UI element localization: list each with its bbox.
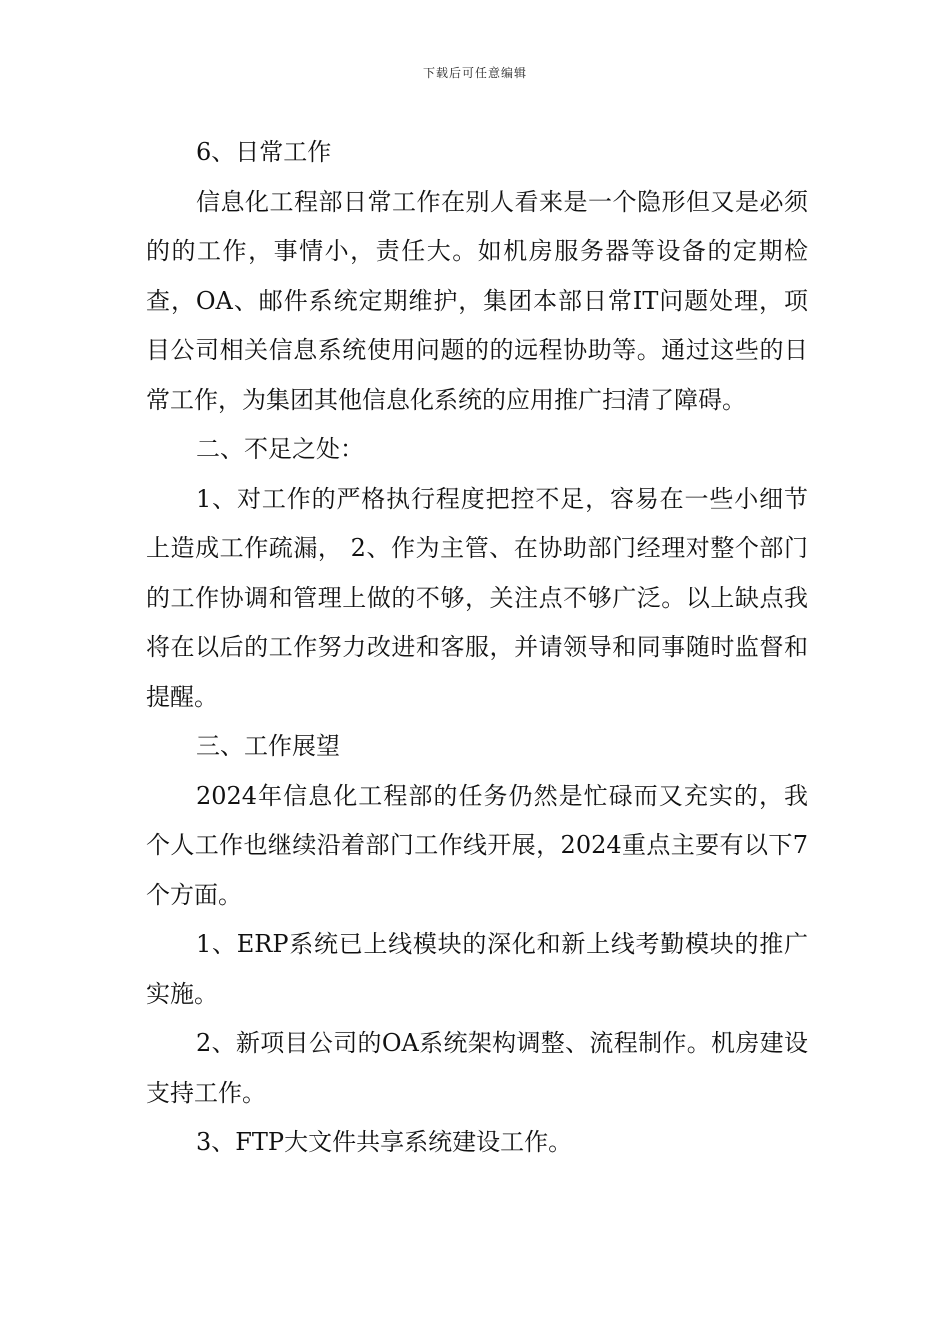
page-header: 下载后可任意编辑: [422, 66, 527, 80]
document-body: [146, 128, 808, 1168]
paragraph-daily-work: 信息化工程部日常工作在别人看来是一个隐形但又是必须的的工作，事情小，责任大。如机房服务器等设备的定期检查，OA、邮件系统定期维护，集团本部日常IT问题处理，项目公司相关信息系统使用问题的的远程协助等。通过这些的日常工作，为集团其他信息化系统的应用推广扫清了障碍。: [146, 187, 808, 414]
section-heading-outlook: 三、工作展望: [196, 732, 340, 760]
section-heading-shortcomings: 二、不足之处：: [196, 435, 364, 463]
paragraph-shortcomings: 1、对工作的严格执行程度把控不足，容易在一些小细节上造成工作疏漏， 2、作为主管、在协助部门经理对整个部门的工作协调和管理上做的不够，关注点不够广泛。以上缺点我将在以后的工作努力改进和客服，并请领导和同事随时监督和提醒。: [146, 484, 808, 711]
paragraph-outlook: 2024年信息化工程部的任务仍然是忙碌而又充实的，我个人工作也继续沿着部门工作线开展，2024重点主要有以下7个方面。: [146, 781, 808, 909]
list-item-ftp: 3、FTP大文件共享系统建设工作。: [196, 1128, 573, 1156]
section-heading-daily-work: 6、日常工作: [196, 138, 332, 166]
list-item-oa: 2、新项目公司的OA系统架构调整、流程制作。机房建设支持工作。: [146, 1029, 808, 1107]
list-item-erp: 1、ERP系统已上线模块的深化和新上线考勤模块的推广实施。: [146, 930, 808, 1008]
